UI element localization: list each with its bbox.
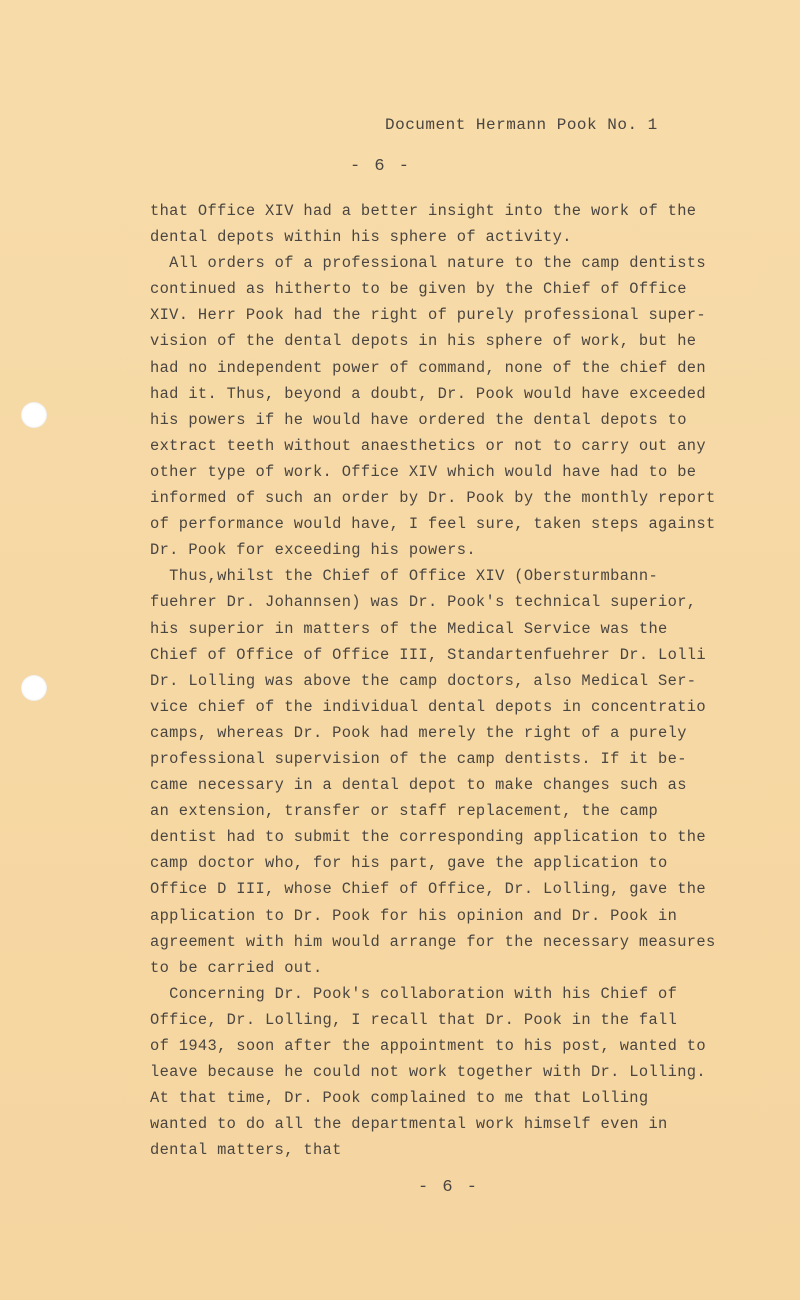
text-line: Chief of Office of Office III, Standartenfuehrer Dr. Lolli	[150, 645, 706, 664]
page-number-bottom: - 6 -	[418, 1178, 480, 1197]
text-line: dentist had to submit the corresponding application to the	[150, 828, 706, 847]
text-line: an extension, transfer or staff replacement, the camp	[150, 802, 659, 821]
text-line: extract teeth without anaesthetics or not to carry out any	[150, 436, 706, 455]
text-line: dental depots within his sphere of activity.	[150, 228, 572, 247]
text-line: had it. Thus, beyond a doubt, Dr. Pook would have exceeded	[150, 384, 706, 403]
text-line: Office D III, whose Chief of Office, Dr. Lolling, gave the	[150, 880, 706, 899]
text-line: Thus,whilst the Chief of Office XIV (Obersturmbann-	[150, 567, 659, 586]
text-line: vision of the dental depots in his sphere of work, but he	[150, 332, 697, 351]
text-line: of performance would have, I feel sure, taken steps against	[150, 515, 716, 534]
text-line: his powers if he would have ordered the dental depots to	[150, 410, 687, 429]
punch-hole-bottom	[21, 675, 47, 701]
text-line: agreement with him would arrange for the necessary measures	[150, 932, 716, 951]
text-line: to be carried out.	[150, 958, 323, 977]
text-line: At that time, Dr. Pook complained to me that Lolling	[150, 1089, 649, 1108]
text-line: dental matters, that	[150, 1141, 342, 1160]
text-line: camps, whereas Dr. Pook had merely the right of a purely	[150, 723, 687, 742]
text-line: vice chief of the individual dental depots in concentratio	[150, 697, 706, 716]
text-line: Concerning Dr. Pook's collaboration with his Chief of	[150, 984, 678, 1003]
text-line: camp doctor who, for his part, gave the application to	[150, 854, 668, 873]
text-line: other type of work. Office XIV which would have had to be	[150, 462, 697, 481]
punch-hole-top	[21, 402, 47, 428]
text-line: Dr. Pook for exceeding his powers.	[150, 541, 476, 560]
text-line: XIV. Herr Pook had the right of purely professional super-	[150, 306, 706, 325]
text-line: All orders of a professional nature to the camp dentists	[150, 254, 706, 273]
text-line: of 1943, soon after the appointment to his post, wanted to	[150, 1037, 706, 1055]
document-body	[150, 198, 770, 1163]
text-line: his superior in matters of the Medical Service was the	[150, 619, 668, 638]
text-line: application to Dr. Pook for his opinion and Dr. Pook in	[150, 906, 678, 925]
page-number-top: - 6 -	[350, 157, 412, 176]
text-line: professional supervision of the camp dentists. If it be-	[150, 749, 687, 768]
text-line: Office, Dr. Lolling, I recall that Dr. Pook in the fall	[150, 1010, 678, 1029]
text-line: informed of such an order by Dr. Pook by the monthly report	[150, 489, 716, 508]
text-line: came necessary in a dental depot to make changes such as	[150, 776, 687, 795]
document-header: Document Hermann Pook No. 1	[385, 116, 658, 134]
text-line: fuehrer Dr. Johannsen) was Dr. Pook's technical superior,	[150, 593, 697, 612]
text-line: continued as hitherto to be given by the Chief of Office	[150, 280, 687, 299]
text-line: Dr. Lolling was above the camp doctors, also Medical Ser-	[150, 671, 697, 690]
text-line: had no independent power of command, none of the chief den	[150, 358, 706, 377]
text-line: wanted to do all the departmental work himself even in	[150, 1115, 668, 1134]
text-line: leave because he could not work together with Dr. Lolling.	[150, 1063, 706, 1082]
text-line: that Office XIV had a better insight into the work of the	[150, 202, 697, 220]
